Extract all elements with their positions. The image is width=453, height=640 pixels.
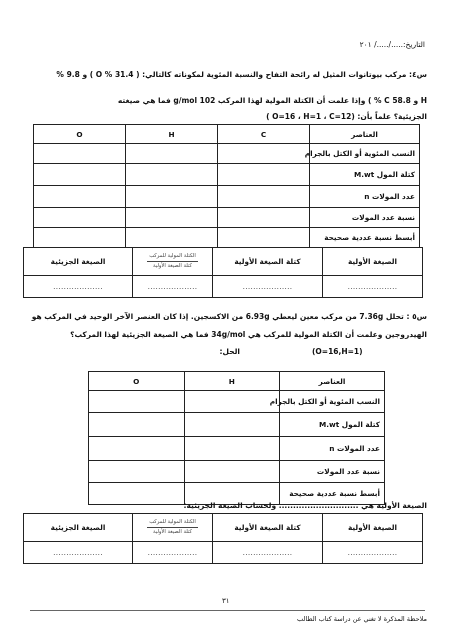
answer-cell[interactable]: ................... bbox=[24, 276, 133, 298]
q5-given-masses: (O=16,H=1) bbox=[312, 347, 363, 356]
q5-formula-table bbox=[23, 513, 423, 564]
answer-cell[interactable] bbox=[34, 144, 126, 164]
fraction-numerator: الكتلة المولية للمركب bbox=[147, 253, 198, 262]
col-header-elements: العناصر bbox=[280, 372, 385, 391]
col-header-o: O bbox=[34, 125, 126, 144]
answer-cell[interactable] bbox=[34, 164, 126, 186]
q5-line-2: الهيدروجين وعلمت أن الكتلة المولية للمركب هي 34g/mol فما هي الصيغة الجزيئية لهذا المركب؟ bbox=[70, 330, 427, 339]
answer-cell[interactable] bbox=[126, 208, 218, 228]
header-molecular-formula: الصيغة الجزيئية bbox=[24, 248, 133, 276]
row-label-percent: النسب المئوية أو الكتل بالجرام bbox=[280, 391, 385, 413]
answer-cell[interactable] bbox=[184, 461, 280, 483]
row-label-simplest-ratio: أبسط نسبة عددية صحيحة bbox=[280, 483, 385, 505]
row-label-simplest-ratio: أبسط نسبة عددية صحيحة bbox=[310, 228, 420, 248]
q4-line-1: س٤: مركب بيوتانوات المثيل له رائحة التفاح والنسبة المئوية لمكوناته كالتالي: ( 31.4 % O ) و 9.8 % bbox=[56, 70, 427, 79]
answer-cell[interactable] bbox=[218, 208, 310, 228]
header-empirical-mass: كتلة الصيغة الأولية bbox=[213, 514, 323, 542]
footer-note: ملاحظة المذكرة لا تغني عن دراسة كتاب الطالب bbox=[297, 615, 427, 623]
answer-cell[interactable] bbox=[89, 461, 185, 483]
col-header-o: O bbox=[89, 372, 185, 391]
answer-cell[interactable] bbox=[126, 164, 218, 186]
date-field[interactable]: التاريخ:...../...../ ٢٠١ bbox=[359, 40, 425, 49]
footer-divider bbox=[30, 610, 425, 611]
q4-line-3: الجزيئية؟ علماً بأن: (O=16 ، H=1 ، C=12 ) bbox=[266, 112, 427, 121]
row-label-molar-mass: كتلة المول M.wt bbox=[310, 164, 420, 186]
header-empirical-formula: الصيغة الأولية bbox=[323, 514, 423, 542]
col-header-h: H bbox=[184, 372, 280, 391]
answer-cell[interactable] bbox=[218, 144, 310, 164]
fraction-denominator: كتلة الصيغة الأولية bbox=[152, 263, 193, 269]
answer-cell[interactable] bbox=[218, 186, 310, 208]
col-header-elements: العناصر bbox=[310, 125, 420, 144]
header-molecular-formula: الصيغة الجزيئية bbox=[24, 514, 133, 542]
q4-line-2: H و 58.8 C % ) وإذا علمت أن الكتلة المولية لهذا المركب 102 g/mol فما هي صيغته bbox=[117, 96, 427, 105]
q4-elements-table bbox=[33, 124, 420, 248]
q5-line-1: س٥ : تحلل 7.36g من مركب معين ليعطي 6.93g من الاكسجين. إذا كان العنصر الآخر الوحيد في المركب هو bbox=[31, 312, 427, 321]
row-label-mole-ratio: نسبة عدد المولات bbox=[280, 461, 385, 483]
header-empirical-formula: الصيغة الأولية bbox=[323, 248, 423, 276]
answer-cell[interactable] bbox=[126, 144, 218, 164]
answer-cell[interactable] bbox=[89, 391, 185, 413]
answer-cell[interactable]: ................... bbox=[323, 542, 423, 564]
answer-cell[interactable] bbox=[184, 437, 280, 461]
col-header-h: H bbox=[126, 125, 218, 144]
answer-cell[interactable]: ................... bbox=[133, 276, 213, 298]
q5-elements-table bbox=[88, 371, 385, 505]
answer-cell[interactable] bbox=[218, 164, 310, 186]
answer-cell[interactable]: ................... bbox=[213, 542, 323, 564]
ratio-fraction bbox=[133, 248, 213, 276]
q5-empirical-line: الصيغة الأولية هي ............................ ولحساب الصيغة الجزيئية: bbox=[183, 501, 427, 510]
answer-cell[interactable] bbox=[89, 437, 185, 461]
header-empirical-mass: كتلة الصيغة الأولية bbox=[213, 248, 323, 276]
col-header-c: C bbox=[218, 125, 310, 144]
answer-cell[interactable] bbox=[218, 228, 310, 248]
fraction-numerator: الكتلة المولية للمركب bbox=[147, 519, 198, 528]
row-label-moles: عدد المولات n bbox=[310, 186, 420, 208]
row-label-molar-mass: كتلة المول M.wt bbox=[280, 413, 385, 437]
q5-solution-label: الحل: bbox=[219, 347, 240, 356]
q4-formula-table bbox=[23, 247, 423, 298]
fraction-denominator: كتلة الصيغة الأولية bbox=[152, 529, 193, 535]
answer-cell[interactable]: ................... bbox=[213, 276, 323, 298]
answer-cell[interactable]: ................... bbox=[323, 276, 423, 298]
answer-cell[interactable] bbox=[184, 391, 280, 413]
ratio-fraction bbox=[133, 514, 213, 542]
answer-cell[interactable]: ................... bbox=[24, 542, 133, 564]
answer-cell[interactable] bbox=[184, 413, 280, 437]
answer-cell[interactable] bbox=[126, 228, 218, 248]
row-label-moles: عدد المولات n bbox=[280, 437, 385, 461]
row-label-mole-ratio: نسبة عدد المولات bbox=[310, 208, 420, 228]
answer-cell[interactable] bbox=[34, 228, 126, 248]
answer-cell[interactable] bbox=[89, 413, 185, 437]
answer-cell[interactable] bbox=[126, 186, 218, 208]
row-label-percent: النسب المئوية أو الكتل بالجرام bbox=[310, 144, 420, 164]
answer-cell[interactable]: ................... bbox=[133, 542, 213, 564]
page-number: ٣١ bbox=[222, 597, 230, 605]
answer-cell[interactable] bbox=[34, 208, 126, 228]
answer-cell[interactable] bbox=[34, 186, 126, 208]
